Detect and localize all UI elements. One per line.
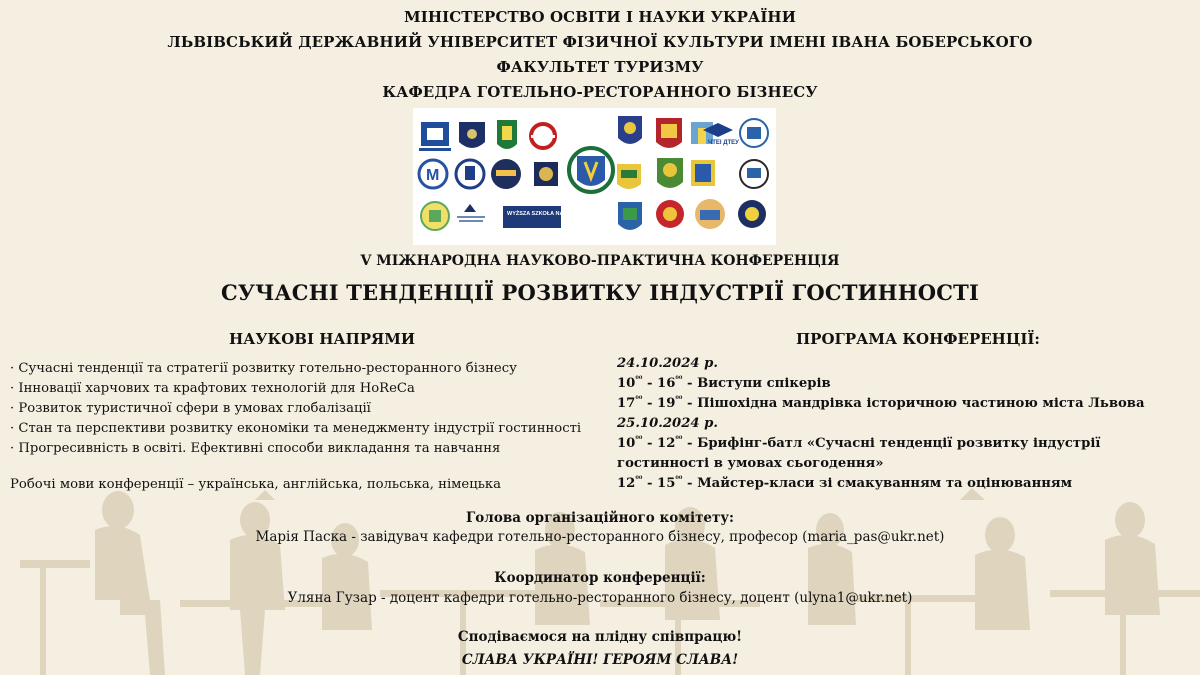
emblem-circle-icon <box>740 119 768 147</box>
minutes-mark: ⁰⁰ <box>675 473 683 484</box>
minutes-mark: ⁰⁰ <box>635 473 643 484</box>
committee-head-info: Марія Паска - завідувач кафедри готельно-ресторанного бізнесу, професор (maria_pas@ukr.net) <box>255 529 945 545</box>
directions-title: НАУКОВІ НАПРЯМИ <box>229 330 416 348</box>
emblem-round-blue-icon <box>456 160 484 188</box>
crest-shield-blue-icon <box>459 122 485 148</box>
minutes-mark: ⁰⁰ <box>635 373 643 384</box>
crest-green-yellow-icon <box>657 158 683 188</box>
closing-slogan: СЛАВА УКРАЇНІ! ГЕРОЯМ СЛАВА! <box>461 652 739 668</box>
emblem-trident-large-icon <box>569 148 613 192</box>
partner-logos-panel <box>413 108 776 245</box>
minutes-mark: ⁰⁰ <box>675 373 683 384</box>
svg-text:M: M <box>426 167 440 184</box>
schedule-item <box>617 394 1192 414</box>
schedule-item <box>617 374 1192 394</box>
conference-number: V МІЖНАРОДНА НАУКОВО-ПРАКТИЧНА КОНФЕРЕНЦІЯ <box>360 253 840 269</box>
minutes-mark: ⁰⁰ <box>675 433 683 444</box>
direction-item: · Сучасні тенденції та стратегії розвитку готельно-ресторанного бізнесу <box>10 361 517 376</box>
day2-date: 25.10.2024 р. <box>617 416 718 431</box>
logo-caption-wyzsza: WYŻSZA SZKOŁA NAUK O ZDROWIU <box>507 211 605 217</box>
event-text: Пішохідна мандрівка історичною частиною міста Львова <box>697 396 1145 411</box>
program-title: ПРОГРАМА КОНФЕРЕНЦІЇ: <box>796 330 1040 348</box>
closing-wish: Сподіваємося на плідну співпрацю! <box>457 629 743 645</box>
time-end: 12 <box>657 436 676 451</box>
directions-list <box>10 359 610 459</box>
time-start: 10 <box>617 376 636 391</box>
minutes-mark: ⁰⁰ <box>635 433 643 444</box>
crest-red-icon <box>691 160 715 186</box>
time-separator: - <box>682 396 698 411</box>
emblem-text-small-icon <box>457 204 485 222</box>
minutes-mark: ⁰⁰ <box>635 393 643 404</box>
time-start: 17 <box>617 396 636 411</box>
time-separator: - <box>642 436 658 451</box>
partner-logos <box>413 108 776 245</box>
wyzsza-szkola-badge-icon <box>503 206 605 228</box>
department-heading: КАФЕДРА ГОТЕЛЬНО-РЕСТОРАННОГО БІЗНЕСУ <box>382 83 818 101</box>
crest-lion-icon <box>618 116 642 144</box>
time-separator: - <box>642 476 658 491</box>
program-schedule <box>617 354 1192 494</box>
minutes-mark: ⁰⁰ <box>675 393 683 404</box>
event-text: Виступи спікерів <box>697 376 831 391</box>
time-separator: - <box>682 436 698 451</box>
university-heading: ЛЬВІВСЬКИЙ ДЕРЖАВНИЙ УНІВЕРСИТЕТ ФІЗИЧНОЇ КУЛЬТУРИ ІМЕНІ ІВАНА БОБЕРСЬКОГО <box>167 33 1033 51</box>
time-separator: - <box>642 376 658 391</box>
emblem-m-icon <box>419 160 447 188</box>
crest-blue-small-icon <box>618 202 642 230</box>
schedule-item <box>617 434 1192 474</box>
event-text: Майстер-класи зі смакуванням та оцінюванням <box>697 476 1073 491</box>
time-start: 12 <box>617 476 636 491</box>
emblem-yellow-circle-icon <box>421 202 449 230</box>
direction-item: · Розвиток туристичної сфери в умовах глобалізації <box>10 401 371 416</box>
time-separator: - <box>682 376 698 391</box>
working-languages: Робочі мови конференції – українська, англійська, польська, німецька <box>10 477 501 492</box>
direction-item: · Інновації харчових та крафтових технологій для HoReCa <box>10 381 415 396</box>
faculty-heading: ФАКУЛЬТЕТ ТУРИЗМУ <box>496 58 704 76</box>
emblem-navy-star-icon <box>738 200 766 228</box>
direction-item: · Прогресивність в освіті. Ефективні способи викладання та навчання <box>10 441 501 456</box>
time-separator: - <box>642 396 658 411</box>
time-end: 19 <box>657 396 676 411</box>
day1-date: 24.10.2024 р. <box>617 356 718 371</box>
event-text: Брифінг-батл «Сучасні тенденції розвитку індустрії гостинності в умовах сьогодення» <box>617 436 1101 471</box>
logo-caption-chtei: ЧТЕІ ДТЕУ <box>708 140 739 146</box>
schedule-item <box>617 474 1192 494</box>
time-start: 10 <box>617 436 636 451</box>
emblem-monitor-icon <box>740 160 768 188</box>
time-end: 15 <box>657 476 676 491</box>
crest-ornate-icon <box>656 118 682 148</box>
time-separator: - <box>682 476 698 491</box>
crest-yellow-icon <box>617 164 641 189</box>
emblem-ws-icon <box>419 122 451 151</box>
committee-head-label: Голова організаційного комітету: <box>465 510 735 526</box>
emblem-building-icon <box>695 199 725 229</box>
direction-item: · Стан та перспективи розвитку економіки та менеджменту індустрії гостинності <box>10 421 582 436</box>
ring-logo-icon <box>531 124 555 148</box>
emblem-flower-icon <box>656 200 684 228</box>
coordinator-label: Координатор конференції: <box>494 570 706 586</box>
emblem-wreath-icon <box>534 162 558 186</box>
coordinator-info: Уляна Гузар - доцент кафедри готельно-ресторанного бізнесу, доцент (ulyna1@ukr.net) <box>287 590 913 606</box>
conference-title: СУЧАСНІ ТЕНДЕНЦІЇ РОЗВИТКУ ІНДУСТРІЇ ГОСТИННОСТІ <box>220 280 980 305</box>
time-end: 16 <box>657 376 676 391</box>
crest-green-icon <box>497 120 517 149</box>
emblem-bridge-icon <box>491 159 521 189</box>
ministry-heading: МІНІСТЕРСТВО ОСВІТИ І НАУКИ УКРАЇНИ <box>404 8 796 26</box>
